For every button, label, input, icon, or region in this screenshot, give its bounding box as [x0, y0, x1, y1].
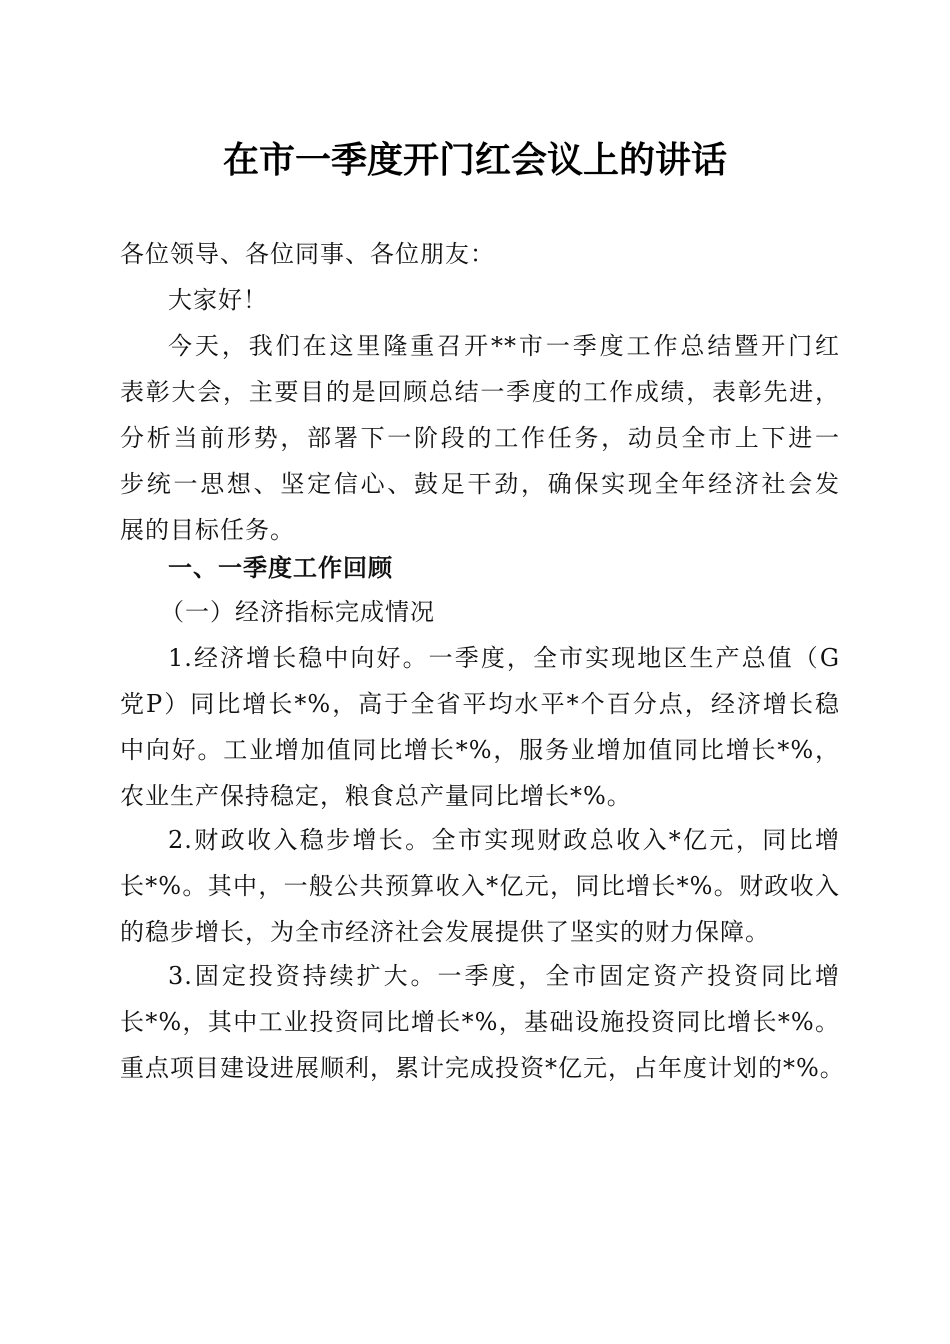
intro-line: 今天，我们在这里隆重召开**市一季度工作总结暨开门红 — [168, 332, 840, 360]
greeting: 大家好！ — [168, 286, 268, 314]
subsection-heading: （一）经济指标完成情况 — [160, 598, 435, 626]
item-line: 农业生产保持稳定，粮食总产量同比增长*%。 — [120, 782, 632, 810]
intro-line: 分析当前形势，部署下一阶段的工作任务，动员全市上下进一 — [120, 424, 840, 452]
item-line: 党P）同比增长*%，高于全省平均水平*个百分点，经济增长稳 — [120, 690, 840, 718]
document-title: 在市一季度开门红会议上的讲话 — [222, 139, 727, 181]
item-line: 3.固定投资持续扩大。一季度，全市固定资产投资同比增 — [168, 962, 840, 990]
intro-line: 步统一思想、坚定信心、鼓足干劲，确保实现全年经济社会发 — [120, 470, 840, 498]
section-heading: 一、一季度工作回顾 — [168, 554, 393, 582]
item-line: 长*%。其中，一般公共预算收入*亿元，同比增长*%。财政收入 — [120, 872, 840, 900]
item-line: 中向好。工业增加值同比增长*%，服务业增加值同比增长*%， — [120, 736, 840, 764]
salutation: 各位领导、各位同事、各位朋友： — [120, 240, 495, 268]
item-line: 1.经济增长稳中向好。一季度，全市实现地区生产总值（G — [168, 644, 840, 672]
item-line: 长*%，其中工业投资同比增长*%，基础设施投资同比增长*%。 — [120, 1008, 840, 1036]
item-line: 2.财政收入稳步增长。全市实现财政总收入*亿元，同比增 — [168, 826, 840, 854]
intro-line: 表彰大会，主要目的是回顾总结一季度的工作成绩，表彰先进， — [120, 378, 840, 406]
item-line: 的稳步增长，为全市经济社会发展提供了坚实的财力保障。 — [120, 918, 770, 946]
item-line: 重点项目建设进展顺利，累计完成投资*亿元，占年度计划的*%。 — [120, 1054, 845, 1082]
intro-line: 展的目标任务。 — [120, 516, 295, 544]
